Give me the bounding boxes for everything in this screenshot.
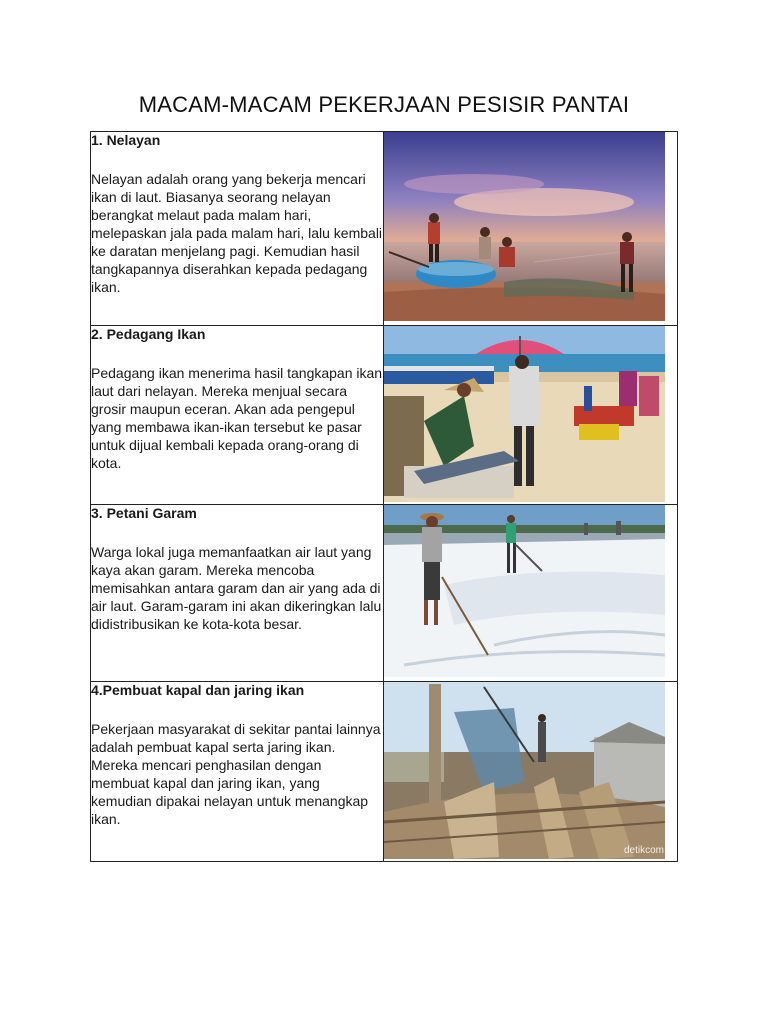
table-row xyxy=(91,132,678,326)
job-text-cell xyxy=(91,132,384,326)
job-text-cell xyxy=(91,326,384,505)
job-description: Warga lokal juga memanfaatkan air laut yang kaya akan garam. Mereka mencoba memisahkan antara garam dan air yang ada di air laut. Garam-garam ini akan dikeringkan lalu didistribusikan ke kota-kota besar. xyxy=(91,544,382,632)
job-heading: 2. Pedagang Ikan xyxy=(91,326,206,342)
beach-fish-market-photo xyxy=(384,326,665,502)
salt-field-workers-photo xyxy=(384,505,665,677)
fishermen-at-sunset-photo xyxy=(384,132,665,321)
job-image-cell xyxy=(384,682,678,862)
job-image-cell xyxy=(384,326,678,505)
jobs-table xyxy=(90,131,678,862)
job-heading: 3. Petani Garam xyxy=(91,505,197,521)
job-description: Pekerjaan masyarakat di sekitar pantai lainnya adalah pembuat kapal serta jaring ikan. Mereka mencari penghasilan dengan membuat kapal dan jaring ikan, yang kemudian dipakai nelayan untuk menangkap ikan. xyxy=(91,721,381,827)
job-text-cell xyxy=(91,682,384,862)
table-row xyxy=(91,326,678,505)
job-text-cell xyxy=(91,505,384,682)
wooden-boat-building-photo xyxy=(384,682,665,859)
job-description: Nelayan adalah orang yang bekerja mencari ikan di laut. Biasanya seorang nelayan berangkat melaut pada malam hari, melepaskan jala pada malam hari, lalu kembali ke daratan menjelang pagi. Kemudian hasil tangkapannya diserahkan kepada pedagang ikan. xyxy=(91,171,383,295)
job-heading: 1. Nelayan xyxy=(91,132,161,148)
table-row xyxy=(91,505,678,682)
job-image-cell xyxy=(384,132,678,326)
table-row xyxy=(91,682,678,862)
page-title: MACAM-MACAM PEKERJAAN PESISIR PANTAI xyxy=(138,92,630,117)
job-heading: 4.Pembuat kapal dan jaring ikan xyxy=(91,682,305,698)
job-image-cell xyxy=(384,505,678,682)
job-description: Pedagang ikan menerima hasil tangkapan ikan laut dari nelayan. Mereka menjual secara grosir maupun eceran. Akan ada pengepul yang membawa ikan-ikan tersebut ke pasar untuk dijual kembali kepada orang-orang di kota. xyxy=(91,365,383,471)
watermark-text: detikcom xyxy=(624,845,665,856)
